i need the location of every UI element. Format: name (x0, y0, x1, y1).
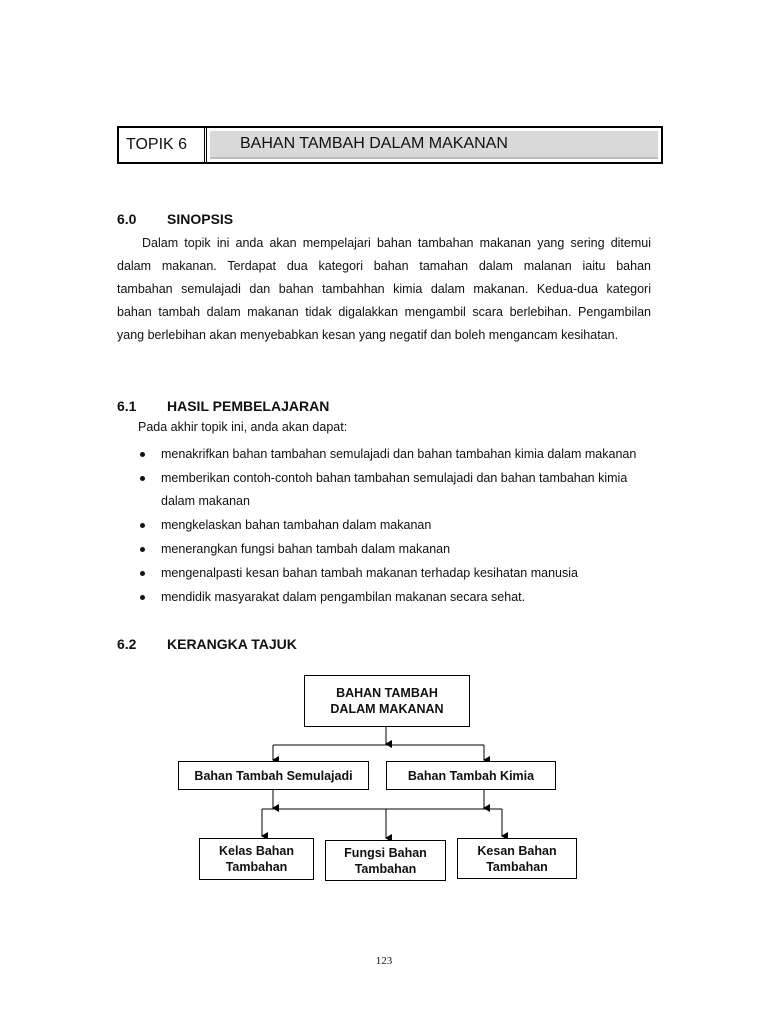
node-label: BAHAN TAMBAH (336, 686, 438, 700)
node-label: Fungsi Bahan (344, 845, 427, 860)
section-number: 6.0 (117, 211, 137, 227)
section-title: KERANGKA TAJUK (167, 636, 297, 652)
learning-intro: Pada akhir topik ini, anda akan dapat: (138, 420, 348, 434)
diagram-node-kelas (199, 838, 314, 880)
list-item: mengenalpasti kesan bahan tambah makanan terhadap kesihatan manusia (138, 562, 651, 585)
paragraph-line: bahan tambah dalam makanan tidak digalakkan mengambil scara berlebihan. Pengambilan (117, 305, 651, 319)
diagram-root-node (304, 675, 470, 727)
node-label: Tambahan (486, 859, 548, 874)
paragraph-line: Dalam topik ini anda akan mempelajari bahan tambahan makanan yang sering ditemui (142, 236, 651, 250)
node-label: DALAM MAKANAN (330, 702, 444, 716)
diagram-node-fungsi (325, 840, 446, 881)
node-label: Tambahan (354, 861, 417, 876)
section-number: 6.2 (117, 636, 137, 652)
paragraph-line: tambahan semulajadi dan bahan tambahhan kimia dalam makanan. Kedua-dua kategori (117, 282, 651, 296)
diagram-node-semulajadi: Bahan Tambah Semulajadi (178, 761, 369, 790)
paragraph-line: yang berlebihan akan menyebabkan kesan yang negatif dan boleh mengancam kesihatan. (117, 328, 619, 342)
list-item: menerangkan fungsi bahan tambah dalam makanan (138, 538, 651, 561)
list-item: mengkelaskan bahan tambahan dalam makanan (138, 514, 651, 537)
node-label: Kelas Bahan (218, 844, 295, 858)
list-item: mendidik masyarakat dalam pengambilan makanan secara sehat. (138, 586, 651, 609)
section-number: 6.1 (117, 398, 137, 414)
list-item: menakrifkan bahan tambahan semulajadi dan bahan tambahan kimia dalam makanan (138, 443, 651, 466)
topic-title: BAHAN TAMBAH DALAM MAKANAN (210, 131, 658, 159)
section-title: SINOPSIS (167, 211, 234, 227)
topic-label: TOPIK 6 (119, 128, 207, 162)
node-label: Tambahan (225, 860, 288, 874)
section-title: HASIL PEMBELAJARAN (167, 398, 330, 414)
paragraph-line: dalam makanan. Terdapat dua kategori bahan tamahan dalam malanan iaitu bahan (117, 259, 651, 273)
node-label: Kesan Bahan (477, 843, 557, 858)
page-number: 123 (375, 955, 393, 967)
list-item: memberikan contoh-contoh bahan tambahan semulajadi dan bahan tambahan kimia dalam makanan (138, 467, 651, 513)
diagram-node-kesan (457, 838, 577, 879)
diagram-node-kimia: Bahan Tambah Kimia (386, 761, 556, 790)
